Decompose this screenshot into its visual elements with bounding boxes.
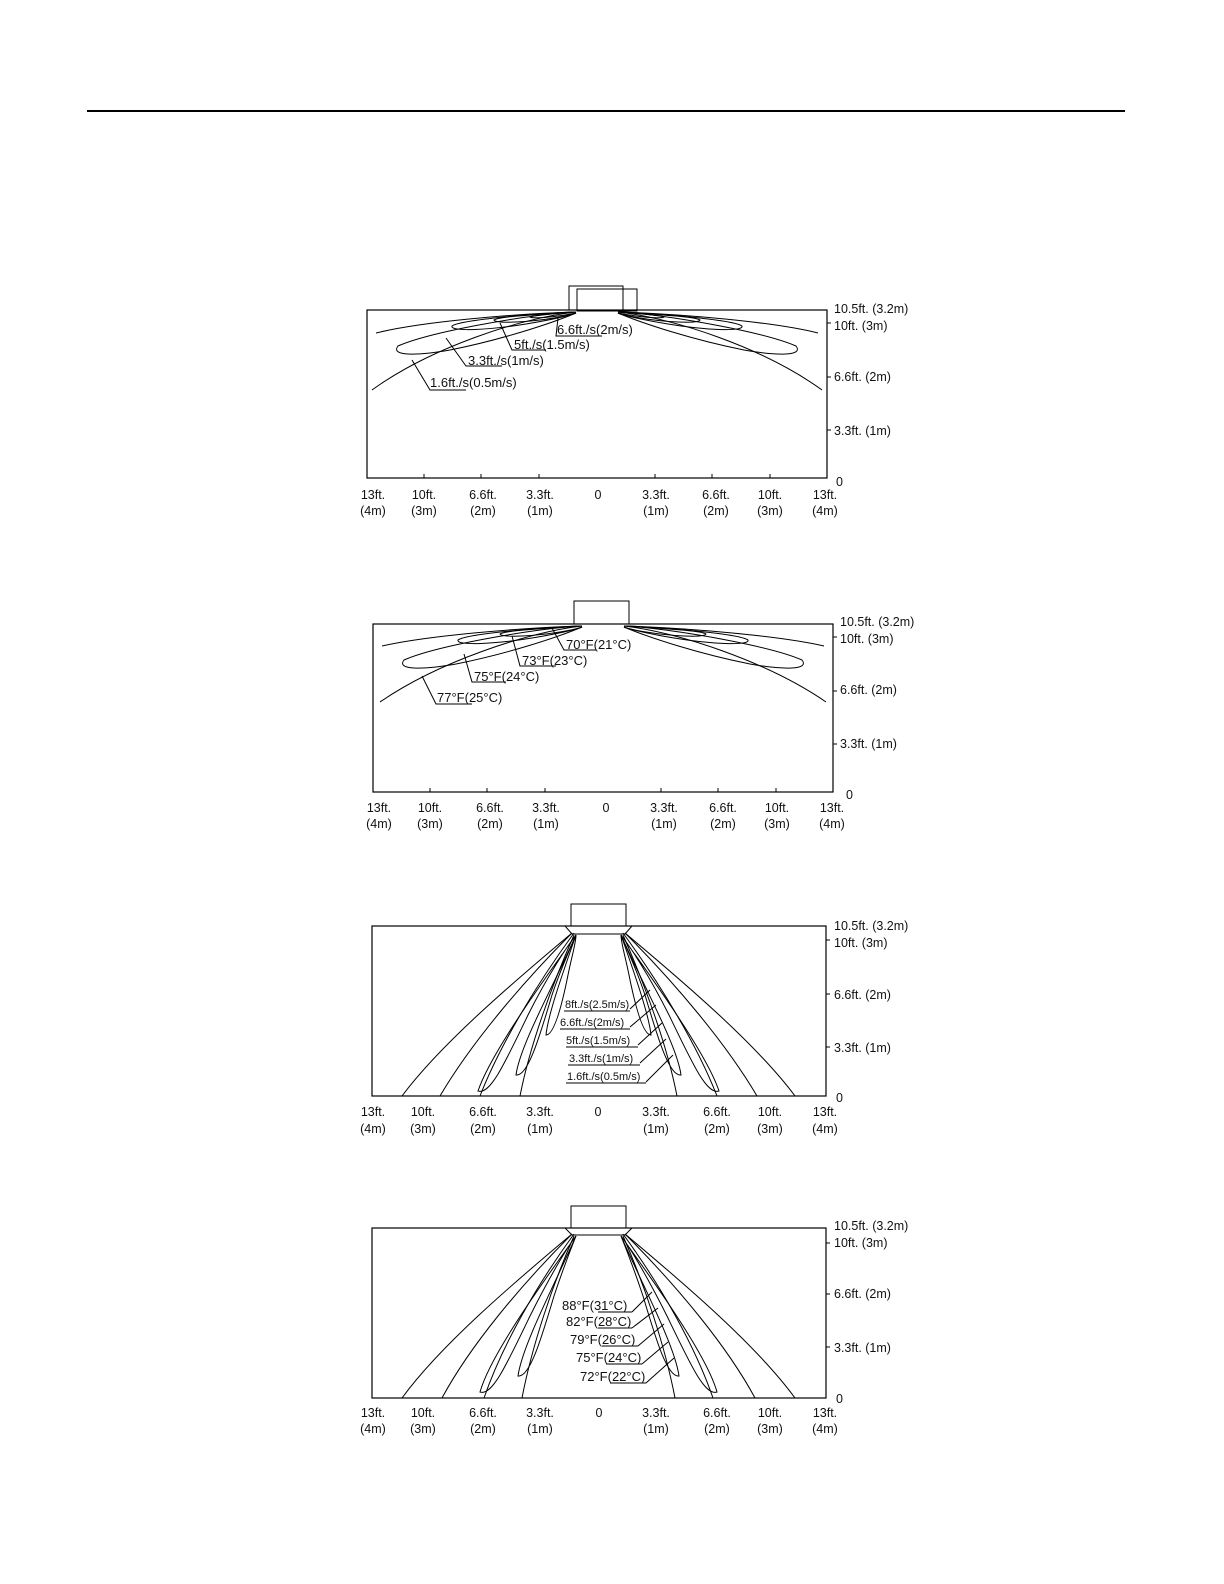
svg-text:(4m): (4m): [819, 817, 845, 831]
y-label-3-3ft: 3.3ft. (1m): [834, 424, 891, 438]
svg-text:(4m): (4m): [366, 817, 392, 831]
svg-text:(2m): (2m): [477, 817, 503, 831]
header-rule: [87, 110, 1125, 112]
svg-text:10ft.: 10ft.: [410, 1105, 436, 1119]
svg-text:6.6ft.: 6.6ft.: [469, 488, 497, 502]
svg-text:(1m): (1m): [527, 1422, 553, 1436]
svg-text:13ft.: 13ft.: [360, 488, 386, 502]
temperature-v-label-5: 72°F(22°C): [580, 1369, 646, 1384]
temperature-label-3: 75°F(24°C): [474, 669, 540, 684]
velocity-v-label-5: 1.6ft./s(0.5m/s): [567, 1071, 641, 1083]
svg-text:(1m): (1m): [643, 1422, 669, 1436]
svg-text:6.6ft.: 6.6ft.: [709, 801, 737, 815]
y-label-10ft: 10ft. (3m): [834, 936, 888, 950]
velocity-label-3: 3.3ft./s(1m/s): [468, 353, 544, 368]
indoor-unit: [571, 904, 626, 926]
temperature-v-label-3: 79°F(26°C): [570, 1332, 636, 1347]
y-label-3-3ft: 3.3ft. (1m): [834, 1041, 891, 1055]
svg-text:3.3ft.: 3.3ft.: [642, 1105, 670, 1119]
svg-text:13ft.: 13ft.: [360, 1105, 386, 1119]
svg-text:13ft.: 13ft.: [812, 1105, 838, 1119]
svg-text:(4m): (4m): [360, 1422, 386, 1436]
svg-text:(4m): (4m): [812, 1422, 838, 1436]
indoor-unit-grille: [577, 289, 637, 311]
svg-text:6.6ft.: 6.6ft.: [469, 1406, 497, 1420]
svg-text:13ft.: 13ft.: [812, 1406, 838, 1420]
svg-text:(1m): (1m): [533, 817, 559, 831]
svg-text:13ft.: 13ft.: [812, 488, 838, 502]
svg-text:(4m): (4m): [360, 504, 386, 518]
svg-text:13ft.: 13ft.: [366, 801, 392, 815]
y-label-zero: 0: [836, 1392, 843, 1406]
svg-text:(4m): (4m): [812, 1122, 838, 1136]
y-label-6-6ft: 6.6ft. (2m): [834, 1287, 891, 1301]
y-label-top: 10.5ft. (3.2m): [834, 1219, 909, 1233]
svg-text:13ft.: 13ft.: [360, 1406, 386, 1420]
svg-text:10ft.: 10ft.: [411, 488, 437, 502]
indoor-unit: [571, 1206, 626, 1228]
x-axis-labels: [360, 1105, 838, 1136]
svg-text:(3m): (3m): [417, 817, 443, 831]
y-label-3-3ft: 3.3ft. (1m): [834, 1341, 891, 1355]
svg-text:0: 0: [602, 801, 610, 815]
indoor-unit: [574, 601, 629, 624]
velocity-horizontal-svg: [340, 278, 960, 538]
velocity-label-4: 1.6ft./s(0.5m/s): [430, 375, 517, 390]
unit-outlet: [565, 1228, 632, 1235]
svg-text:(3m): (3m): [764, 817, 790, 831]
svg-text:(2m): (2m): [703, 504, 729, 518]
svg-text:6.6ft.: 6.6ft.: [703, 1105, 731, 1119]
svg-text:3.3ft.: 3.3ft.: [526, 1406, 554, 1420]
temperature-diagram-vertical: [340, 1196, 960, 1456]
temperature-label-2: 73°F(23°C): [522, 653, 588, 668]
x-axis-labels: [366, 801, 845, 831]
svg-text:0: 0: [594, 1105, 602, 1119]
y-label-6-6ft: 6.6ft. (2m): [834, 988, 891, 1002]
svg-text:10ft.: 10ft.: [764, 801, 790, 815]
svg-text:3.3ft.: 3.3ft.: [532, 801, 560, 815]
svg-text:(2m): (2m): [470, 504, 496, 518]
y-label-zero: 0: [836, 1091, 843, 1105]
svg-text:0: 0: [594, 488, 602, 502]
y-label-zero: 0: [836, 475, 843, 489]
temperature-v-label-2: 82°F(28°C): [566, 1314, 632, 1329]
y-label-10ft: 10ft. (3m): [834, 1236, 888, 1250]
svg-text:(2m): (2m): [470, 1422, 496, 1436]
velocity-v-label-3: 5ft./s(1.5m/s): [566, 1035, 631, 1047]
svg-text:(3m): (3m): [757, 1122, 783, 1136]
velocity-diagram-horizontal: [340, 278, 960, 538]
x-axis-labels: [360, 488, 838, 518]
velocity-v-label-4: 3.3ft./s(1m/s): [569, 1053, 634, 1065]
svg-text:6.6ft.: 6.6ft.: [469, 1105, 497, 1119]
svg-text:(3m): (3m): [757, 504, 783, 518]
svg-text:(1m): (1m): [643, 1122, 669, 1136]
svg-text:6.6ft.: 6.6ft.: [702, 488, 730, 502]
velocity-diagram-vertical: [340, 895, 960, 1155]
svg-text:(1m): (1m): [651, 817, 677, 831]
y-label-top: 10.5ft. (3.2m): [834, 302, 909, 316]
svg-text:(1m): (1m): [643, 504, 669, 518]
temperature-horizontal-svg: [340, 592, 960, 852]
unit-outlet: [565, 926, 632, 934]
svg-text:6.6ft.: 6.6ft.: [476, 801, 504, 815]
temperature-v-label-1: 88°F(31°C): [562, 1298, 628, 1313]
temperature-vertical-svg: [340, 1196, 960, 1456]
temperature-label-1: 70°F(21°C): [566, 637, 632, 652]
y-label-zero: 0: [846, 788, 853, 802]
svg-text:(2m): (2m): [704, 1422, 730, 1436]
svg-text:10ft.: 10ft.: [757, 488, 783, 502]
svg-text:(2m): (2m): [704, 1122, 730, 1136]
velocity-vertical-svg: [340, 895, 960, 1155]
svg-text:6.6ft.: 6.6ft.: [703, 1406, 731, 1420]
svg-text:3.3ft.: 3.3ft.: [642, 488, 670, 502]
svg-text:10ft.: 10ft.: [757, 1406, 783, 1420]
svg-text:(4m): (4m): [360, 1122, 386, 1136]
svg-text:(1m): (1m): [527, 1122, 553, 1136]
temperature-v-label-4: 75°F(24°C): [576, 1350, 642, 1365]
svg-text:10ft.: 10ft.: [410, 1406, 436, 1420]
svg-text:(4m): (4m): [812, 504, 838, 518]
svg-text:3.3ft.: 3.3ft.: [642, 1406, 670, 1420]
y-label-3-3ft: 3.3ft. (1m): [840, 737, 897, 751]
svg-text:(3m): (3m): [410, 1422, 436, 1436]
svg-text:(3m): (3m): [411, 504, 437, 518]
velocity-v-label-1: 8ft./s(2.5m/s): [565, 999, 630, 1011]
x-axis-labels: [360, 1406, 838, 1436]
y-label-6-6ft: 6.6ft. (2m): [834, 370, 891, 384]
svg-text:10ft.: 10ft.: [417, 801, 443, 815]
y-label-top: 10.5ft. (3.2m): [840, 615, 915, 629]
velocity-v-label-2: 6.6ft./s(2m/s): [560, 1017, 625, 1029]
temperature-diagram-horizontal: [340, 592, 960, 852]
svg-text:3.3ft.: 3.3ft.: [526, 488, 554, 502]
velocity-label-1: 6.6ft./s(2m/s): [557, 322, 633, 337]
svg-text:0: 0: [595, 1406, 603, 1420]
y-label-top: 10.5ft. (3.2m): [834, 919, 909, 933]
svg-text:(3m): (3m): [410, 1122, 436, 1136]
y-label-10ft: 10ft. (3m): [840, 632, 894, 646]
temperature-label-4: 77°F(25°C): [437, 690, 503, 705]
velocity-label-2: 5ft./s(1.5m/s): [514, 337, 590, 352]
svg-text:3.3ft.: 3.3ft.: [526, 1105, 554, 1119]
svg-text:(2m): (2m): [710, 817, 736, 831]
svg-text:10ft.: 10ft.: [757, 1105, 783, 1119]
svg-text:(1m): (1m): [527, 504, 553, 518]
y-label-6-6ft: 6.6ft. (2m): [840, 683, 897, 697]
svg-text:(2m): (2m): [470, 1122, 496, 1136]
svg-text:13ft.: 13ft.: [819, 801, 845, 815]
svg-text:3.3ft.: 3.3ft.: [650, 801, 678, 815]
svg-text:(3m): (3m): [757, 1422, 783, 1436]
y-label-10ft: 10ft. (3m): [834, 319, 888, 333]
